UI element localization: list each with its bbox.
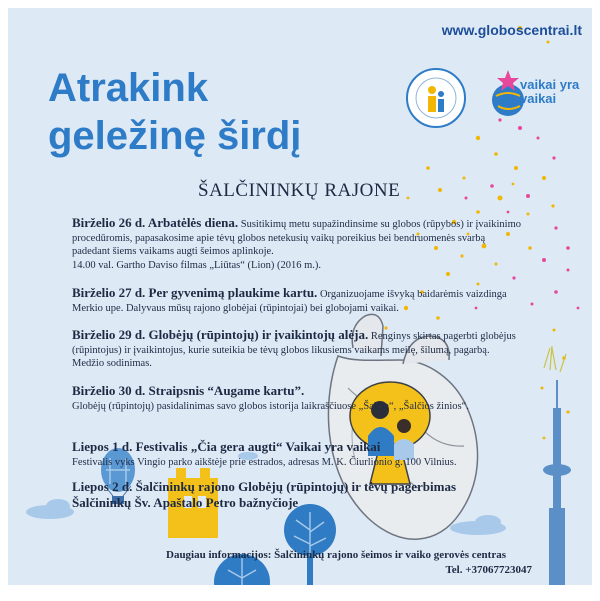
- event-item: [72, 480, 502, 511]
- event-title: Liepos 1 d. Festivalis „Čia gera augti“ Vaikai yra vaikai: [72, 439, 381, 454]
- event-title: Birželio 29 d. Globėjų (rūpintojų) ir įvaikintojų alėja.: [72, 327, 369, 342]
- event-text: Renginys skirtas pagerbti globėjus (rūpintojus) ir įvaikintojus, kurie suteikia be tėvų globos likusiems vaikams meilę, šilumą, pagarbą. Medžio sodinimas.: [72, 331, 516, 369]
- event-title: Birželio 27 d. Per gyvenimą plaukime kartu.: [72, 285, 318, 300]
- organization-logo: [406, 68, 466, 128]
- contact-phone: Tel. +37067723047: [445, 564, 532, 576]
- partner-logo-text: vaikai yra vaikai: [520, 77, 580, 106]
- event-item: [72, 328, 522, 371]
- tv-tower-illustration: [543, 380, 571, 585]
- event-extra: 14.00 val. Gartho Daviso filmas „Liūtas“ (Lion) (2016 m.).: [72, 259, 322, 271]
- family-icon: [408, 70, 464, 126]
- website-url[interactable]: www.globoscentrai.lt: [441, 22, 582, 38]
- event-text: Susitikimų metu supažindinsime su globos (rūpybos) ir įvaikinimo procedūromis, papasakosime apie tėvų globos netekusių vaikų poreikius bei bendruomenės svarbą padedant šiems vaikams augti šeimos aplinkoje.: [72, 219, 522, 257]
- event-item: [72, 216, 522, 272]
- event-item: [72, 384, 522, 413]
- event-title: Liepos 2 d. Šalčininkų rajono Globėjų (rūpintojų) ir tėvų pagerbimas Šalčininkų Šv. Apaštalo Petro bažnyčioje: [72, 479, 457, 510]
- event-extra: Globėjų (rūpintojų) pasidalinimas savo globos istorija laikraščiuose „Šalčia“, „Šalčios žinios“.: [72, 400, 469, 412]
- subtitle: ŠALČININKŲ RAJONE: [198, 180, 401, 201]
- event-text: Organizuojame išvyką baidarėmis vaizdinga Merkio upe. Dalyvaus mūsų rajono globėjai (rūpintojai) bei globojami vaikai.: [72, 289, 507, 314]
- event-title: Birželio 26 d. Arbatėlės diena.: [72, 215, 239, 230]
- event-item: [72, 440, 522, 469]
- headline-line-1: Atrakink: [48, 66, 209, 110]
- headline-line-2: geležinę širdį: [48, 114, 302, 158]
- event-title: Birželio 30 d. Straipsnis “Augame kartu”.: [72, 383, 305, 398]
- poster: [8, 8, 592, 585]
- pink-confetti: [465, 118, 580, 309]
- contact-line: Daugiau informacijos: Šalčininkų rajono šeimos ir vaiko gerovės centras: [166, 549, 506, 561]
- event-item: [72, 286, 522, 315]
- headline: [48, 64, 301, 160]
- contact-info: [126, 548, 546, 578]
- event-extra: Festivalis vyks Vingio parko aikštėje prie estrados, adresas M. K. Čiurlionio g. 100 Vilnius.: [72, 456, 457, 468]
